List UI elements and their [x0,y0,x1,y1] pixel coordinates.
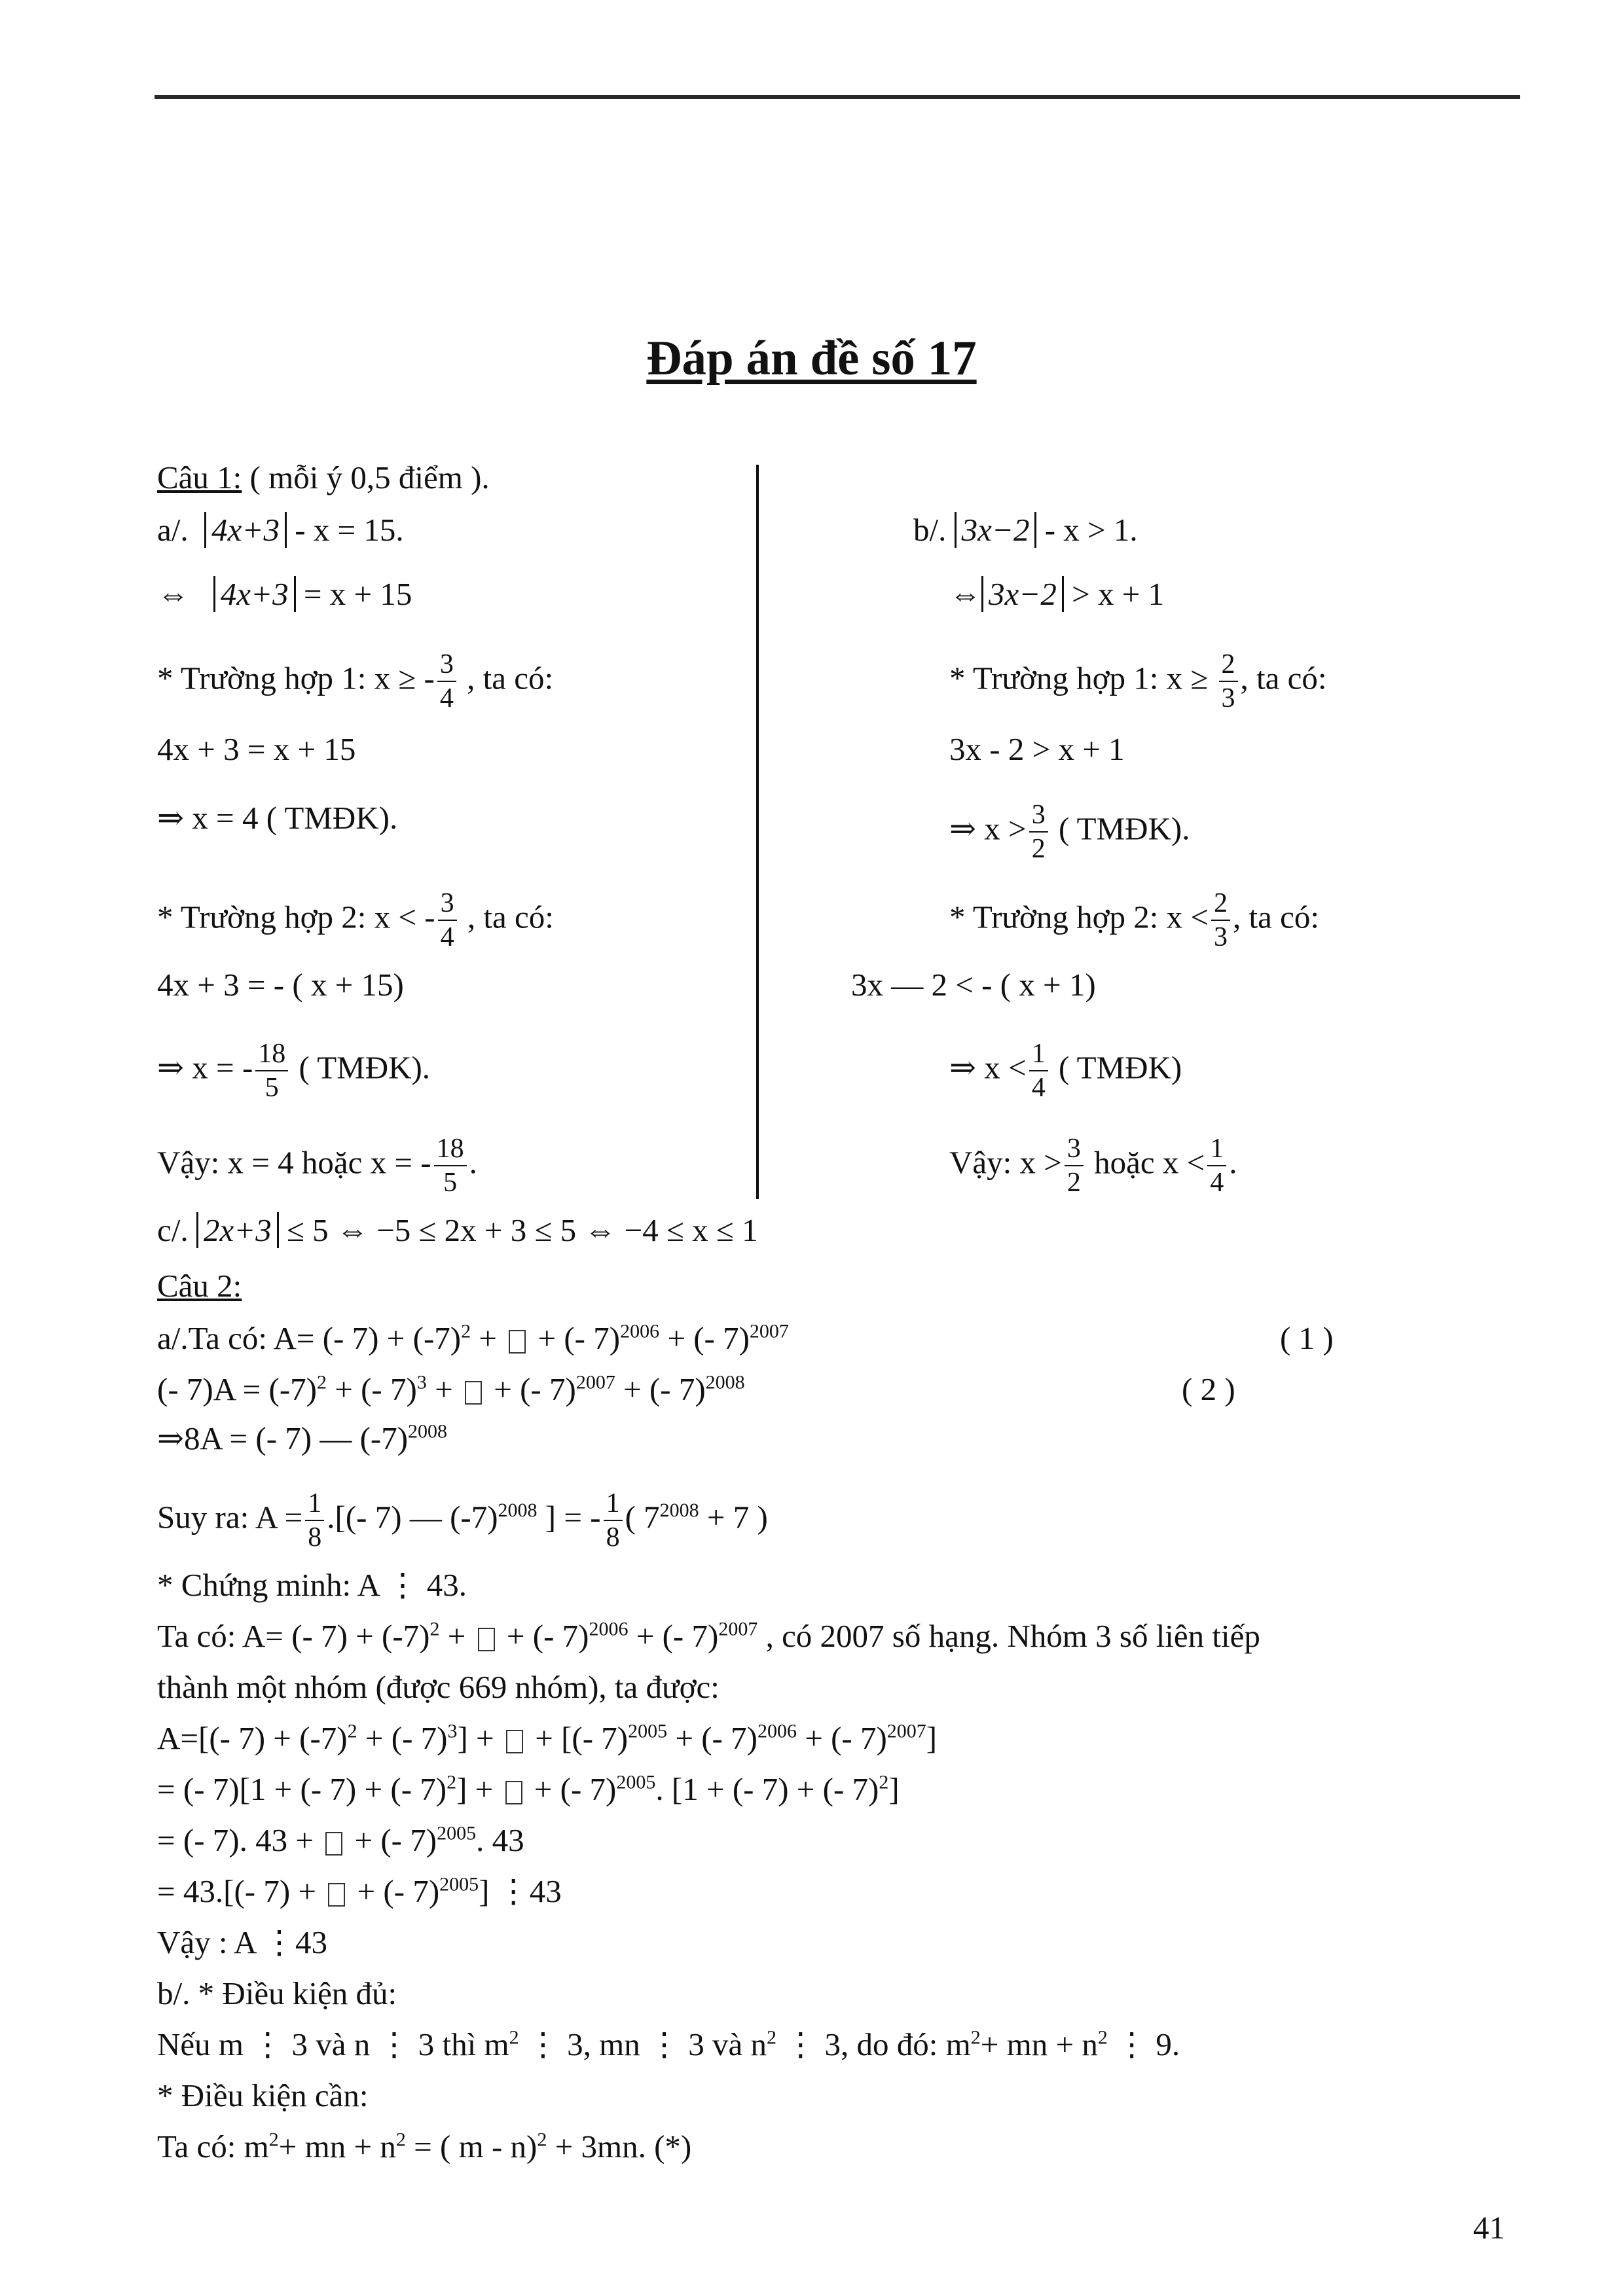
header-rule [155,95,1520,99]
placeholder-box-icon [505,1781,522,1804]
placeholder-box-icon [325,1832,342,1856]
fraction: $\frac{1}{4}$ [1029,1037,1048,1104]
cau2-line-8: A=[(- $7) + (-7)^2$ + (- 7)$^3$] + + [(- 7)$^{2005}$ + (- 7)$^{2006}$ + (- 7)$^{2007}$] [157,1720,938,1756]
cau1-heading-line [157,458,490,497]
result-text: ( TMĐK) [1050,1049,1182,1086]
case-text: * Trường hợp 2: x < - [157,899,435,935]
a-line-7: 4x + 3 = - ( x + 15) [157,967,404,1003]
a-line-2 [157,575,412,614]
abs-expr: 3x−2 [981,576,1064,612]
b-line-1 [913,511,1138,550]
page-number: 41 [1473,2210,1505,2246]
result-text: ( TMĐK). [1050,810,1190,847]
fraction: $\frac{3}{4}$ [438,887,457,954]
cau2-line-16: Ta có: $m^2+$ mn + $n^2$ = ( m - n)$^2$ + 3mn. (*) [157,2128,692,2164]
cau2-line-15: * Điều kiện cần: [157,2077,369,2113]
fraction: $\frac{3}{4}$ [437,648,456,715]
result-text: ( TMĐK). [291,1049,431,1086]
cau2-line-9: = (- 7)[1 + (- 7) + (- 7)$^2$] + + (- 7)$^{2005}$. [1 + (- 7) + (- 7)$^2$] [157,1771,900,1807]
cau2-line-2: (- $7)A = (-7)^2$ + (- 7)$^3$ + + (- 7)$^{2007}$ + (- 7)$^{2008}$ [157,1371,745,1407]
abs-expr: 4x+3 [213,576,296,612]
column-divider [756,465,759,1199]
conclusion-text: . [469,1144,477,1181]
conclusion-text: Vậy: x > [949,1144,1062,1181]
cau2-line-6: Ta có: A= (- $7) + (-7)^2$ + + (- 7)$^{2006}$ + (- 7)$^{2007}$ , có 2007 số hạng. Nhóm 3 số liên tiếp [157,1618,1260,1654]
case-text: * Trường hợp 2: x < [949,899,1209,935]
placeholder-box-icon [465,1381,482,1405]
b-line-9 [949,1132,1237,1199]
cau2-line-12: Vậy : A ⋮43 [157,1924,327,1960]
case-text: , ta có: [1240,660,1327,696]
placeholder-box-icon [506,1730,523,1753]
equation-tag-2: ( 2 ) [1182,1371,1235,1407]
b-line-7: 3x — 2 < - ( x + 1) [851,967,1096,1003]
c-label: c/. [157,1212,189,1248]
b-line-4: 3x - 2 > x + 1 [949,731,1125,767]
inequality-text: - x > 1. [1036,512,1138,548]
a-line-3 [157,648,553,715]
result-text: ⇒ x < [949,1049,1027,1086]
cau1-points: ( mỗi ý 0,5 điểm ). [242,459,490,495]
conclusion-text: . [1229,1144,1237,1181]
cau2-heading: Câu 2: [157,1268,242,1304]
equation-text: = x + 15 [295,576,412,612]
cau2-line-1: a/.Ta có: A= (- $7) + (-7)^2$ + + (- 7)$^{2006}$ + (- 7)$^{2007}$ [157,1320,789,1356]
b-line-2 [949,575,1164,614]
fraction: $\frac{1}{8}$ [604,1487,623,1554]
placeholder-box-icon [478,1628,495,1651]
abs-expr: 4x+3 [204,512,287,548]
cau2-line-4: Suy ra: A = $\frac{1}{8}$ .[(- 7) — $(-7)^{2008}$ ] = - $\frac{1}{8}$ ( $7^{2008} + 7$ ) [157,1488,768,1552]
fraction: $\frac{2}{3}$ [1219,648,1238,715]
case-text: , ta có: [458,660,554,696]
a-line-5: ⇒ x = 4 ( TMĐK). [157,800,398,836]
b-label: b/. [913,512,947,548]
equiv-symbol: ⇔ [949,576,981,612]
cau2-line-5: * Chứng minh: A ⋮ 43. [157,1567,467,1603]
equation-text: - x = 15. [286,512,404,548]
abs-expr: 2x+3 [196,1212,279,1248]
a-label: a/. [157,512,189,548]
a-line-4: 4x + 3 = x + 15 [157,731,356,767]
abs-expr: 3x−2 [955,512,1037,548]
equiv-symbol: ⇔ [157,576,189,612]
inequality-text: ≤ 5 ⇔ −5 ≤ 2x + 3 ≤ 5 ⇔ −4 ≤ x ≤ 1 [278,1212,758,1248]
a-line-6 [157,887,554,954]
cau2-line-3: ⇒8A = (- 7) — $(-7)^{2008}$ [157,1420,448,1456]
result-text: ⇒ x > [949,810,1027,847]
a-line-9 [157,1132,477,1199]
b-line-3 [949,648,1327,715]
fraction: $\frac{18}{5}$ [434,1132,467,1199]
cau1-heading: Câu 1: [157,459,242,495]
equation-tag-1: ( 1 ) [1280,1320,1334,1356]
case-text: , ta có: [1233,899,1320,935]
cau2-line-13: b/. * Điều kiện đủ: [157,1975,397,2011]
page-title: Đáp án đề số 17 [646,331,977,386]
a-line-1 [157,511,404,550]
case-text: * Trường hợp 1: x ≥ [949,660,1216,696]
b-line-8 [949,1037,1182,1104]
b-line-5 [949,798,1190,865]
placeholder-box-icon [509,1330,526,1354]
conclusion-text: hoặc x < [1085,1144,1205,1181]
fraction: $\frac{2}{3}$ [1211,887,1230,954]
cau2-line-7: thành một nhóm (được 669 nhóm), ta được: [157,1669,720,1705]
b-line-6 [949,887,1319,954]
conclusion-text: Vậy: x = 4 hoặc x = - [157,1144,431,1181]
fraction: $\frac{3}{2}$ [1065,1132,1084,1199]
cau2-line-10: = (- 7). 43 + + (- 7)$^{2005}$. 43 [157,1822,524,1858]
cau2-line-14: Nếu m ⋮ 3 và n ⋮ 3 thì $m^2$ ⋮ 3, mn ⋮ 3 và $n^2$ ⋮ 3, do đó: $m^2+$ mn + $n^2$ ⋮ 9. [157,2026,1180,2062]
fraction: $\frac{1}{4}$ [1207,1132,1226,1199]
fraction: $\frac{3}{2}$ [1029,798,1048,865]
a-line-8 [157,1037,430,1104]
placeholder-box-icon [328,1883,345,1907]
result-text: ⇒ x = - [157,1049,253,1086]
case-text: * Trường hợp 1: x ≥ - [157,660,435,696]
c-line [157,1211,758,1250]
fraction: $\frac{18}{5}$ [255,1037,288,1104]
fraction: $\frac{1}{8}$ [305,1487,324,1554]
inequality-text: > x + 1 [1063,576,1165,612]
cau2-line-11: = 43.[(- 7) + + (- 7)$^{2005}$] ⋮43 [157,1873,562,1909]
case-text: , ta có: [459,899,554,935]
